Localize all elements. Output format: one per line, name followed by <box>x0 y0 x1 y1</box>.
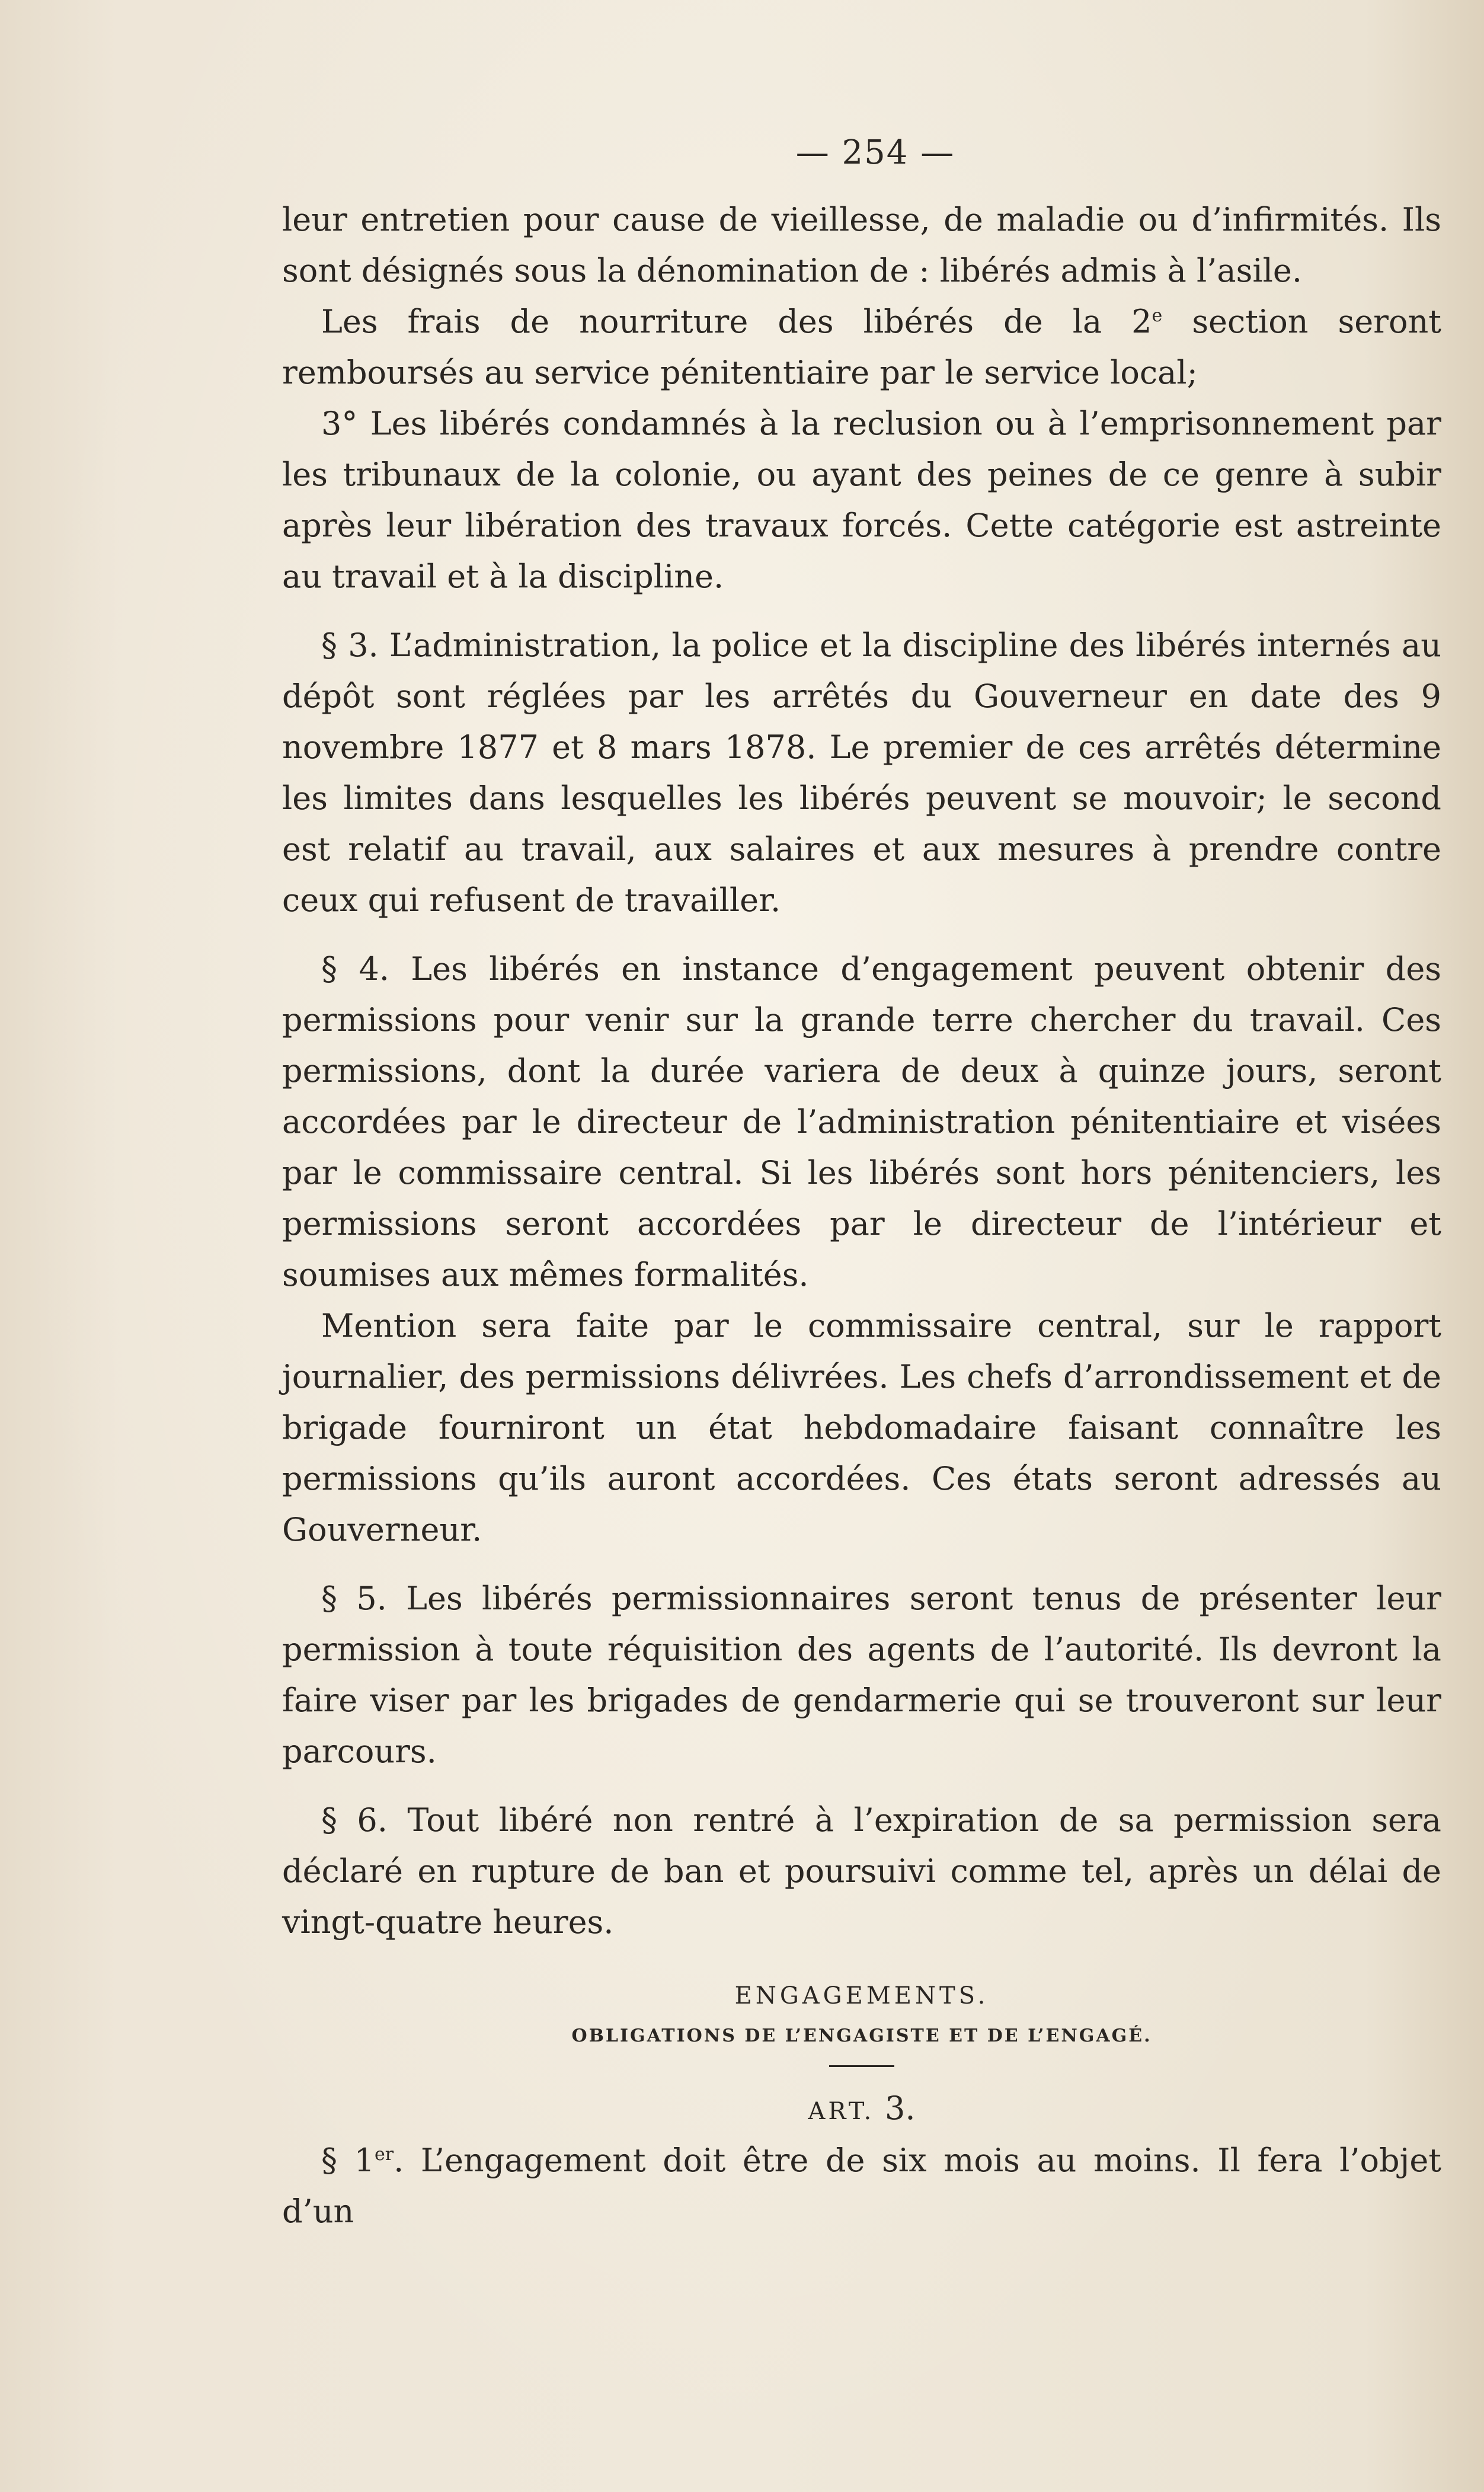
paragraph-text: § 1 <box>321 2142 375 2179</box>
paragraph-section-6: § 6. Tout libéré non rentré à l’expiration de sa permission sera déclaré en rupture de ban et poursuivi comme tel, après un délai de vingt-quatre heures. <box>282 1801 1441 1941</box>
heading-divider <box>829 2065 894 2067</box>
article-heading <box>282 2085 1441 2135</box>
paragraph-section-3: § 3. L’administration, la police et la discipline des libérés internés au dépôt sont réglées par les arrêtés du Gouverneur en date des 9 novembre 1877 et 8 mars 1878. Le premier de ces arrêtés détermine les limites dans lesquelles les libérés peuvent se mouvoir; le second est relatif au travail, aux salaires et aux mesures à prendre contre ceux qui refusent de travailler. <box>282 627 1441 919</box>
article-label: ART. <box>808 2098 875 2125</box>
paragraph-text: section seront remboursés au service pénitentiaire par le service local; <box>282 303 1441 391</box>
paragraph-frais-nourriture <box>282 296 1441 398</box>
paragraph-text: Les frais de nourriture des libérés de la 2 <box>321 303 1152 340</box>
paragraph-continuation: leur entretien pour cause de vieillesse, de maladie ou d’infirmités. Ils sont désignés sous la dénomination de : libérés admis à l’asile. <box>282 201 1441 289</box>
paragraph-section-5: § 5. Les libérés permissionnaires seront tenus de présenter leur permission à toute réquisition des agents de l’autorité. Ils devront la faire viser par les brigades de gendarmerie qui se trouveront sur leur parcours. <box>282 1580 1441 1770</box>
page-text-block <box>282 123 1441 2237</box>
page-number: — 254 — <box>795 133 955 172</box>
paragraph-section-4: § 4. Les libérés en instance d’engagement peuvent obtenir des permissions pour venir sur la grande terre chercher du travail. Ces permissions, dont la durée variera de deux à quinze jours, seront accordées par le directeur de l’administration pénitentiaire et visées par le commissaire central. Si les libérés sont hors pénitenciers, les permissions seront accordées par le directeur de l’intérieur et soumises aux mêmes formalités. <box>282 950 1441 1293</box>
superscript: e <box>1152 305 1163 326</box>
paragraph-section-1 <box>282 2135 1441 2237</box>
paragraph-item-3: 3° Les libérés condamnés à la reclusion ou à l’emprisonnement par les tribunaux de la colonie, ou ayant des peines de ce genre à subir après leur libération des travaux forcés. Cette catégorie est astreinte au travail et à la discipline. <box>282 405 1441 595</box>
section-subheading: OBLIGATIONS DE L’ENGAGISTE ET DE L’ENGAGÉ. <box>571 2025 1152 2046</box>
section-heading: ENGAGEMENTS. <box>734 1982 989 2009</box>
article-number: 3. <box>885 2090 916 2127</box>
paragraph-mention: Mention sera faite par le commissaire central, sur le rapport journalier, des permissions délivrées. Les chefs d’arrondissement et de brigade fourniront un état hebdomadaire faisant connaître les permissions qu’ils auront accordées. Ces états seront adressés au Gouverneur. <box>282 1307 1441 1548</box>
paragraph-text: . L’engagement doit être de six mois au moins. Il fera l’objet d’un <box>282 2142 1442 2230</box>
superscript: er <box>374 2144 394 2165</box>
